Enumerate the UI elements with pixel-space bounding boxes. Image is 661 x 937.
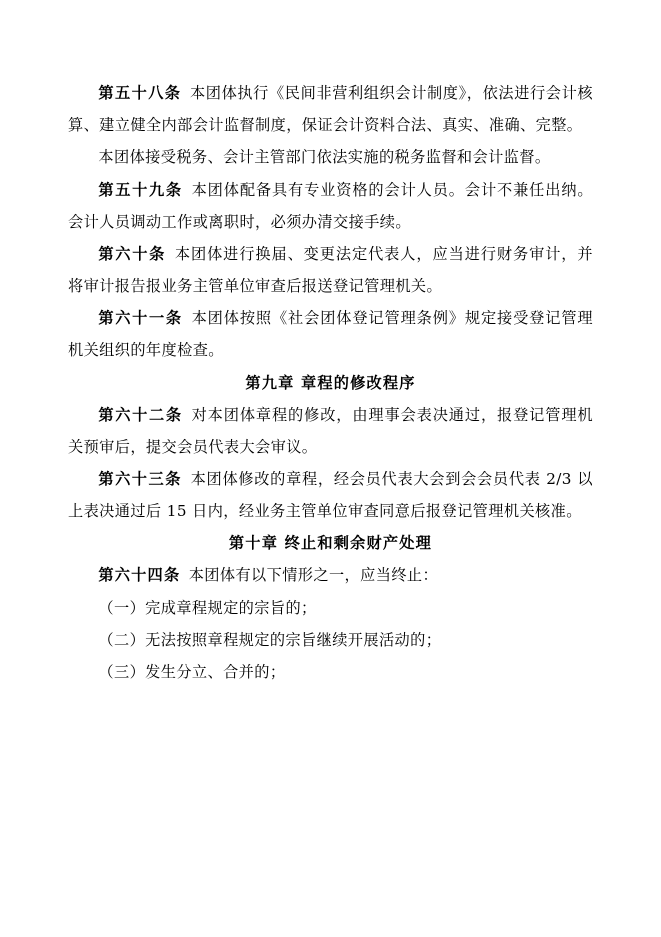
chapter-heading: 第十章 终止和剩余财产处理 — [228, 534, 433, 553]
article-number: 第五十八条 — [98, 84, 182, 102]
paragraph-text: 本团体按照《社会团体登记管理条例》规定接受登记管理机关组织的年度检查。 — [68, 309, 593, 360]
paragraph — [68, 464, 593, 528]
paragraph-text: 本团体修改的章程，经会员代表大会到会会员代表 2/3 以上表决通过后 15 日内，经业务主管单位审查同意后报登记管理机关核准。 — [68, 470, 593, 520]
paragraph — [68, 78, 593, 142]
paragraph — [68, 239, 593, 303]
paragraph — [68, 142, 593, 174]
paragraph-text: 本团体有以下情形之一，应当终止： — [188, 566, 439, 585]
article-number: 第六十条 — [98, 245, 166, 264]
paragraph — [68, 303, 593, 367]
paragraph — [68, 400, 593, 464]
paragraph-text: 本团体执行《民间非营利组织会计制度》，依法进行会计核算、建立健全内部会计监督制度，保证会计资料合法、真实、准确、完整。 — [68, 84, 593, 134]
document-body — [68, 78, 593, 689]
list-item: （一）完成章程规定的宗旨的； — [98, 598, 317, 617]
paragraph-text: 本团体接受税务、会计主管部门依法实施的税务监督和会计监督。 — [98, 148, 551, 167]
article-number: 第六十二条 — [98, 405, 183, 424]
article-number: 第六十四条 — [98, 566, 181, 585]
paragraph-text: 对本团体章程的修改，由理事会表决通过，报登记管理机关预审后，提交会员代表大会审议。 — [68, 405, 593, 456]
paragraph-text: 本团体进行换届、变更法定代表人，应当进行财务审计，并将审计报告报业务主管单位审查后报送登记管理机关。 — [68, 245, 593, 296]
list-item: （三）发生分立、合并的； — [98, 662, 286, 681]
paragraph — [68, 175, 593, 239]
article-number: 第六十三条 — [98, 470, 182, 489]
list-item: （二）无法按照章程规定的宗旨继续开展活动的； — [98, 630, 442, 649]
paragraph-text: 本团体配备具有专业资格的会计人员。会计不兼任出纳。会计人员调动工作或离职时，必须办清交接手续。 — [68, 180, 593, 231]
article-number: 第六十一条 — [98, 309, 183, 328]
article-number: 第五十九条 — [98, 180, 183, 199]
chapter-heading: 第九章 章程的修改程序 — [245, 373, 416, 392]
paragraph — [68, 560, 593, 592]
